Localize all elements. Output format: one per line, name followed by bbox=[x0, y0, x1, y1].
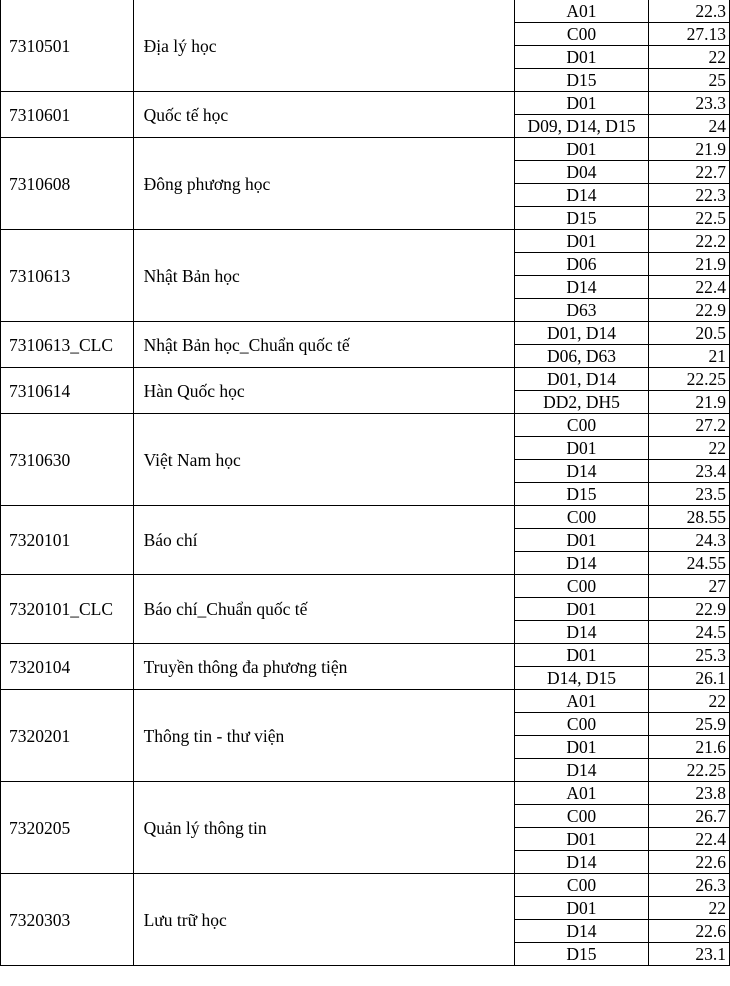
subject-combination: D09, D14, D15 bbox=[515, 115, 649, 138]
cutoff-score: 22.4 bbox=[648, 276, 729, 299]
subject-combination: D01 bbox=[515, 828, 649, 851]
subject-combination: D15 bbox=[515, 69, 649, 92]
major-name: Nhật Bản học bbox=[133, 230, 515, 322]
cutoff-score: 22.9 bbox=[648, 598, 729, 621]
cutoff-score: 22.6 bbox=[648, 920, 729, 943]
subject-combination: D01, D14 bbox=[515, 322, 649, 345]
major-code: 7320201 bbox=[1, 690, 134, 782]
major-code: 7310501 bbox=[1, 0, 134, 92]
cutoff-score: 25 bbox=[648, 69, 729, 92]
subject-combination: C00 bbox=[515, 506, 649, 529]
cutoff-score: 22.7 bbox=[648, 161, 729, 184]
subject-combination: D01 bbox=[515, 644, 649, 667]
major-name: Báo chí_Chuẩn quốc tế bbox=[133, 575, 515, 644]
major-name: Địa lý học bbox=[133, 0, 515, 92]
subject-combination: D14 bbox=[515, 184, 649, 207]
cutoff-score: 23.4 bbox=[648, 460, 729, 483]
cutoff-score: 24.55 bbox=[648, 552, 729, 575]
major-code: 7320205 bbox=[1, 782, 134, 874]
cutoff-score: 20.5 bbox=[648, 322, 729, 345]
major-name: Quản lý thông tin bbox=[133, 782, 515, 874]
subject-combination: C00 bbox=[515, 23, 649, 46]
major-code: 7320104 bbox=[1, 644, 134, 690]
cutoff-score: 25.3 bbox=[648, 644, 729, 667]
subject-combination: D15 bbox=[515, 943, 649, 966]
subject-combination: D01 bbox=[515, 437, 649, 460]
cutoff-score: 22.9 bbox=[648, 299, 729, 322]
subject-combination: D01 bbox=[515, 736, 649, 759]
major-name: Hàn Quốc học bbox=[133, 368, 515, 414]
cutoff-score: 22.25 bbox=[648, 368, 729, 391]
table-row bbox=[1, 322, 730, 345]
cutoff-score: 23.1 bbox=[648, 943, 729, 966]
cutoff-score: 22.2 bbox=[648, 230, 729, 253]
cutoff-score: 25.9 bbox=[648, 713, 729, 736]
cutoff-score: 22.25 bbox=[648, 759, 729, 782]
table-row bbox=[1, 138, 730, 161]
subject-combination: D06, D63 bbox=[515, 345, 649, 368]
major-code: 7310613 bbox=[1, 230, 134, 322]
cutoff-score: 23.5 bbox=[648, 483, 729, 506]
table-row bbox=[1, 368, 730, 391]
subject-combination: D06 bbox=[515, 253, 649, 276]
cutoff-score: 26.1 bbox=[648, 667, 729, 690]
table-row bbox=[1, 506, 730, 529]
cutoff-score: 22 bbox=[648, 690, 729, 713]
cutoff-score: 24.5 bbox=[648, 621, 729, 644]
major-name: Đông phương học bbox=[133, 138, 515, 230]
major-code: 7320101 bbox=[1, 506, 134, 575]
subject-combination: D01 bbox=[515, 598, 649, 621]
major-code: 7310601 bbox=[1, 92, 134, 138]
subject-combination: C00 bbox=[515, 575, 649, 598]
subject-combination: D14 bbox=[515, 276, 649, 299]
cutoff-score: 22 bbox=[648, 897, 729, 920]
cutoff-score: 23.8 bbox=[648, 782, 729, 805]
cutoff-score: 26.7 bbox=[648, 805, 729, 828]
major-name: Truyền thông đa phương tiện bbox=[133, 644, 515, 690]
subject-combination: D01 bbox=[515, 92, 649, 115]
subject-combination: D14 bbox=[515, 460, 649, 483]
subject-combination: D14 bbox=[515, 552, 649, 575]
table-row bbox=[1, 0, 730, 23]
cutoff-score: 24.3 bbox=[648, 529, 729, 552]
subject-combination: A01 bbox=[515, 782, 649, 805]
subject-combination: D14, D15 bbox=[515, 667, 649, 690]
major-name: Quốc tế học bbox=[133, 92, 515, 138]
subject-combination: D04 bbox=[515, 161, 649, 184]
table-row bbox=[1, 874, 730, 897]
cutoff-score: 22.6 bbox=[648, 851, 729, 874]
cutoff-score: 24 bbox=[648, 115, 729, 138]
cutoff-score: 27 bbox=[648, 575, 729, 598]
subject-combination: C00 bbox=[515, 713, 649, 736]
cutoff-score: 21.9 bbox=[648, 391, 729, 414]
major-code: 7320101_CLC bbox=[1, 575, 134, 644]
table-row bbox=[1, 575, 730, 598]
subject-combination: D63 bbox=[515, 299, 649, 322]
table-row bbox=[1, 690, 730, 713]
major-code: 7310614 bbox=[1, 368, 134, 414]
table-row bbox=[1, 92, 730, 115]
subject-combination: D01, D14 bbox=[515, 368, 649, 391]
subject-combination: D14 bbox=[515, 920, 649, 943]
major-code: 7310608 bbox=[1, 138, 134, 230]
major-name: Thông tin - thư viện bbox=[133, 690, 515, 782]
major-code: 7320303 bbox=[1, 874, 134, 966]
subject-combination: D14 bbox=[515, 759, 649, 782]
table-body bbox=[1, 0, 730, 966]
table-row bbox=[1, 230, 730, 253]
cutoff-score: 28.55 bbox=[648, 506, 729, 529]
major-name: Việt Nam học bbox=[133, 414, 515, 506]
subject-combination: D01 bbox=[515, 529, 649, 552]
major-name: Nhật Bản học_Chuẩn quốc tế bbox=[133, 322, 515, 368]
cutoff-score: 22.3 bbox=[648, 0, 729, 23]
cutoff-score: 21 bbox=[648, 345, 729, 368]
cutoff-score: 22 bbox=[648, 437, 729, 460]
subject-combination: D15 bbox=[515, 207, 649, 230]
cutoff-score: 21.9 bbox=[648, 253, 729, 276]
cutoff-score: 22 bbox=[648, 46, 729, 69]
subject-combination: C00 bbox=[515, 805, 649, 828]
cutoff-score: 23.3 bbox=[648, 92, 729, 115]
cutoff-score: 22.4 bbox=[648, 828, 729, 851]
subject-combination: A01 bbox=[515, 690, 649, 713]
subject-combination: C00 bbox=[515, 414, 649, 437]
subject-combination: D14 bbox=[515, 851, 649, 874]
major-name: Báo chí bbox=[133, 506, 515, 575]
cutoff-score: 22.5 bbox=[648, 207, 729, 230]
cutoff-score: 26.3 bbox=[648, 874, 729, 897]
subject-combination: DD2, DH5 bbox=[515, 391, 649, 414]
cutoff-score: 22.3 bbox=[648, 184, 729, 207]
subject-combination: D01 bbox=[515, 138, 649, 161]
table-row bbox=[1, 782, 730, 805]
subject-combination: D01 bbox=[515, 897, 649, 920]
subject-combination: D01 bbox=[515, 46, 649, 69]
subject-combination: A01 bbox=[515, 0, 649, 23]
cutoff-score: 21.9 bbox=[648, 138, 729, 161]
cutoff-score: 27.13 bbox=[648, 23, 729, 46]
cutoff-score: 27.2 bbox=[648, 414, 729, 437]
subject-combination: D14 bbox=[515, 621, 649, 644]
major-code: 7310630 bbox=[1, 414, 134, 506]
subject-combination: D15 bbox=[515, 483, 649, 506]
major-code: 7310613_CLC bbox=[1, 322, 134, 368]
table-row bbox=[1, 644, 730, 667]
cutoff-score: 21.6 bbox=[648, 736, 729, 759]
subject-combination: C00 bbox=[515, 874, 649, 897]
major-name: Lưu trữ học bbox=[133, 874, 515, 966]
table-row bbox=[1, 414, 730, 437]
subject-combination: D01 bbox=[515, 230, 649, 253]
